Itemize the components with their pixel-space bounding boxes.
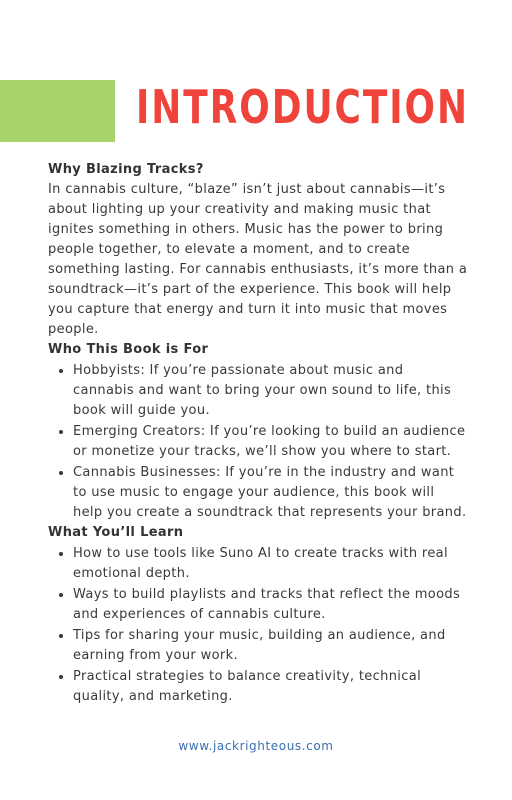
who-list: [48, 360, 468, 523]
accent-bar: [0, 80, 115, 142]
page-title: INTRODUCTION: [136, 80, 469, 134]
list-item: • Cannabis Businesses: If you’re in the industry and want to use music to engage your audience, this book will help you create a soundtrack that represents your brand.: [73, 462, 468, 523]
section-heading-learn: What You’ll Learn: [48, 525, 184, 540]
section-heading-who: Who This Book is For: [48, 342, 209, 357]
list-item: • Ways to build playlists and tracks that reflect the moods and experiences of cannabis culture.: [73, 584, 468, 625]
list-item: • Emerging Creators: If you’re looking to build an audience or monetize your tracks, we’ll show you where to start.: [73, 421, 468, 462]
list-item: • Practical strategies to balance creativity, technical quality, and marketing.: [73, 666, 468, 707]
list-item: • How to use tools like Suno AI to create tracks with real emotional depth.: [73, 543, 468, 584]
list-item: • Tips for sharing your music, building an audience, and earning from your work.: [73, 625, 468, 666]
document-body: [48, 160, 468, 707]
learn-list: [48, 543, 468, 707]
section-paragraph-why: In cannabis culture, “blaze” isn’t just about cannabis—it’s about lighting up your creativity and making music that ignites something in others. Music has the power to bring people together, to elevate a moment, and to create something lasting. For cannabis enthusiasts, it’s more than a soundtrack—it’s part of the experience. This book will help you capture that energy and turn it into music that moves people.: [48, 182, 468, 337]
footer-website-link[interactable]: www.jackrighteous.com: [178, 739, 334, 753]
section-heading-why: Why Blazing Tracks?: [48, 162, 204, 177]
list-item: • Hobbyists: If you’re passionate about music and cannabis and want to bring your own sound to life, this book will guide you.: [73, 360, 468, 421]
